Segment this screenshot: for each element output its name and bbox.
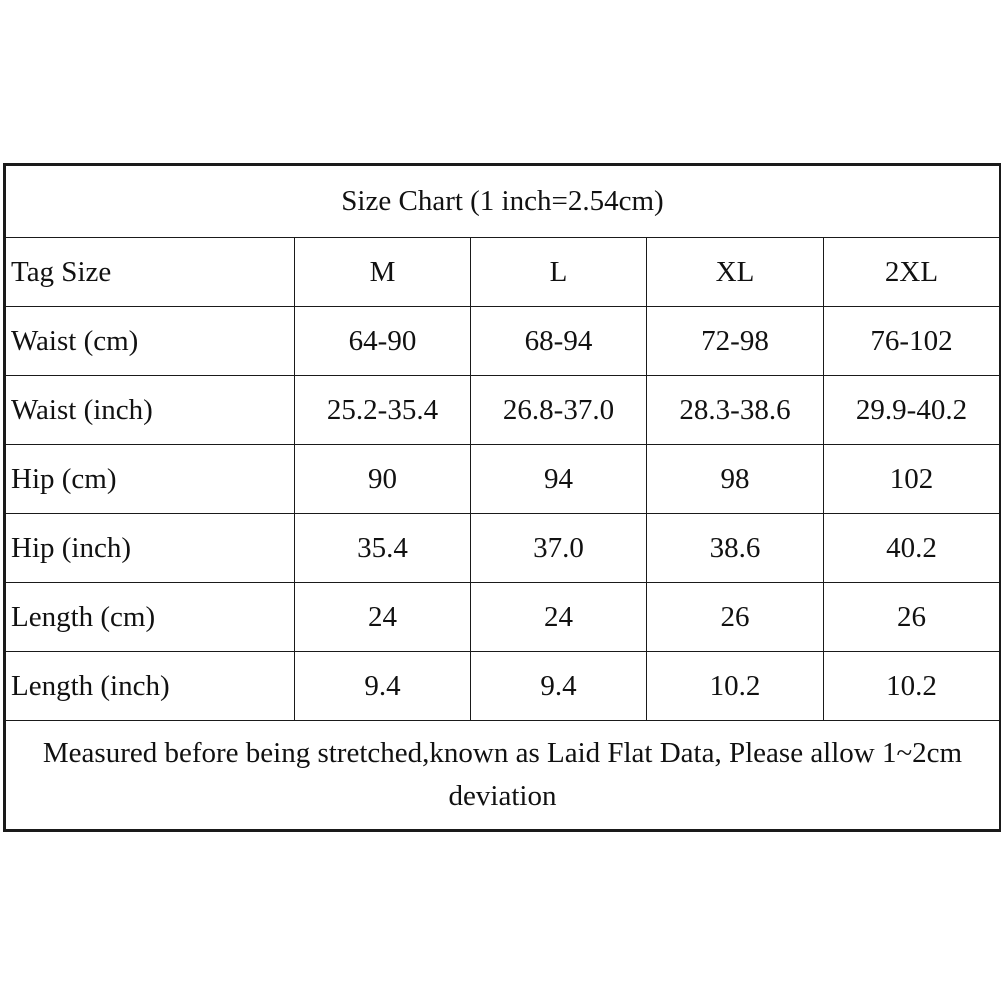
table-cell: 25.2-35.4 [295, 376, 471, 445]
size-header-xl: XL [647, 238, 824, 307]
table-cell: 35.4 [295, 514, 471, 583]
table-title: Size Chart (1 inch=2.54cm) [5, 165, 1001, 238]
note-row [5, 721, 1001, 831]
table-cell: 38.6 [647, 514, 824, 583]
header-row [5, 238, 1001, 307]
row-label: Waist (inch) [5, 376, 295, 445]
table-cell: 10.2 [647, 652, 824, 721]
tag-size-label: Tag Size [5, 238, 295, 307]
table-cell: 72-98 [647, 307, 824, 376]
table-cell: 26.8-37.0 [471, 376, 647, 445]
table-cell: 37.0 [471, 514, 647, 583]
table-row [5, 376, 1001, 445]
table-row [5, 583, 1001, 652]
table-cell: 24 [471, 583, 647, 652]
table-cell: 29.9-40.2 [824, 376, 1001, 445]
row-label: Hip (cm) [5, 445, 295, 514]
table-cell: 76-102 [824, 307, 1001, 376]
title-row [5, 165, 1001, 238]
table-cell: 26 [824, 583, 1001, 652]
table-cell: 94 [471, 445, 647, 514]
table-cell: 90 [295, 445, 471, 514]
table-cell: 102 [824, 445, 1001, 514]
size-chart-table [3, 163, 1001, 832]
size-header-l: L [471, 238, 647, 307]
table-cell: 9.4 [471, 652, 647, 721]
table-cell: 64-90 [295, 307, 471, 376]
table-cell: 9.4 [295, 652, 471, 721]
table-cell: 98 [647, 445, 824, 514]
table-cell: 28.3-38.6 [647, 376, 824, 445]
table-row [5, 514, 1001, 583]
table-row [5, 307, 1001, 376]
table-cell: 10.2 [824, 652, 1001, 721]
row-label: Length (cm) [5, 583, 295, 652]
table-row [5, 445, 1001, 514]
row-label: Hip (inch) [5, 514, 295, 583]
table-cell: 26 [647, 583, 824, 652]
row-label: Waist (cm) [5, 307, 295, 376]
size-header-2xl: 2XL [824, 238, 1001, 307]
row-label: Length (inch) [5, 652, 295, 721]
table-row [5, 652, 1001, 721]
size-header-m: M [295, 238, 471, 307]
table-cell: 24 [295, 583, 471, 652]
table-cell: 40.2 [824, 514, 1001, 583]
table-cell: 68-94 [471, 307, 647, 376]
measurement-note: Measured before being stretched,known as Laid Flat Data, Please allow 1~2cm deviation [5, 721, 1001, 831]
